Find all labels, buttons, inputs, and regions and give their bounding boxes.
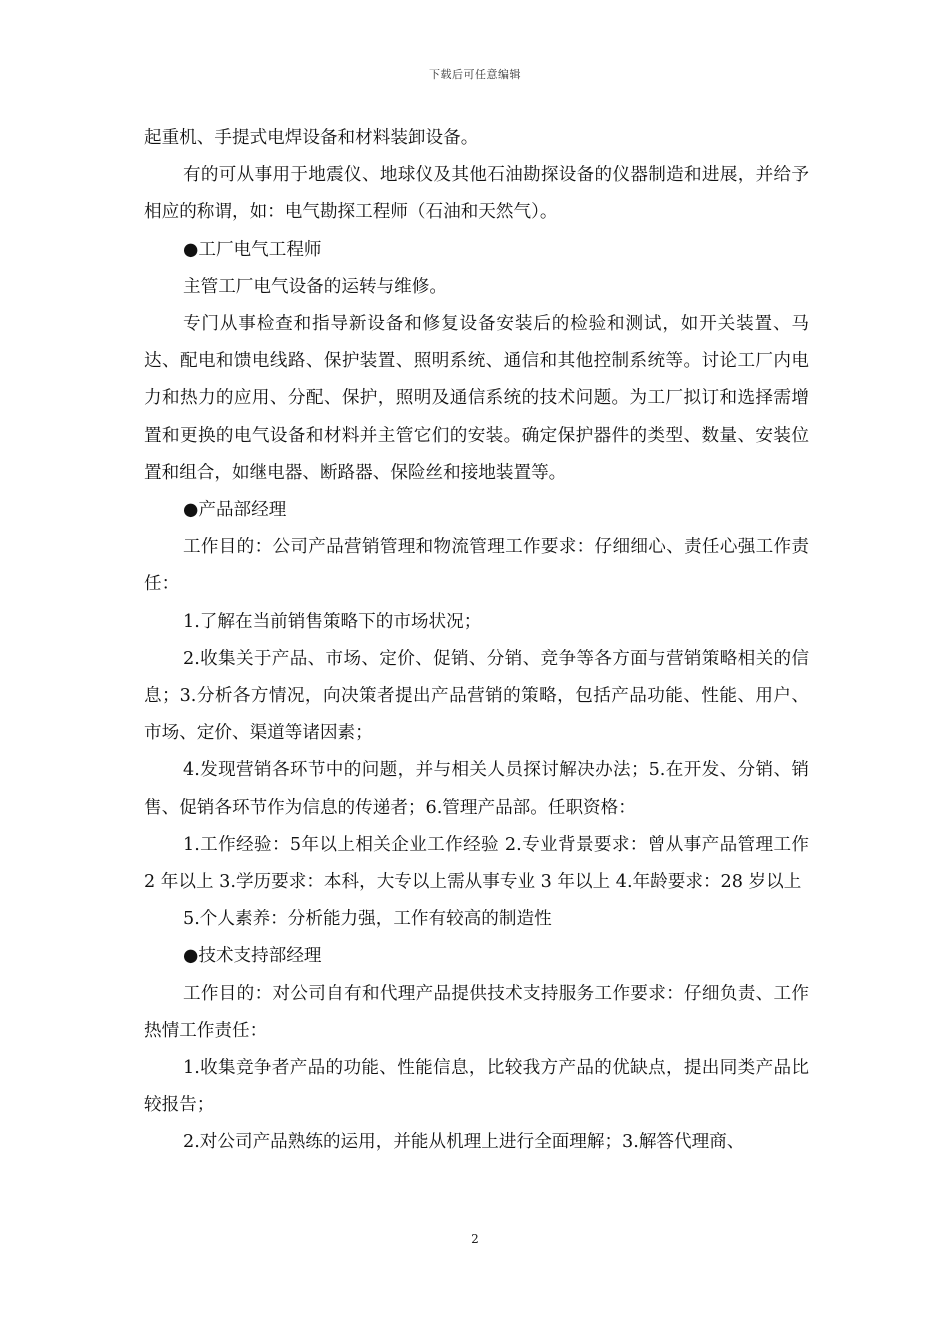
paragraph: 主管工厂电气设备的运转与维修。	[183, 276, 447, 297]
list-item: 1.工作经验：5年以上相关企业工作经验 2.专业背景要求：曾从事产品管理工作 2 年以上 3.学历要求：本科，大专以上需从事专业 3 年以上 4.年龄要求：28 岁以上	[144, 834, 809, 893]
page-header: 下载后可任意编辑	[429, 68, 521, 81]
page-number: 2	[471, 1232, 479, 1246]
section-heading: ●技术支持部经理	[183, 946, 322, 967]
paragraph: 起重机、手提式电焊设备和材料装卸设备。	[144, 128, 479, 148]
section-heading: ●产品部经理	[183, 500, 287, 521]
paragraph: 工作目的：公司产品营销管理和物流管理工作要求：仔细细心、责任心强工作责任：	[144, 537, 809, 595]
list-item: 4.发现营销各环节中的问题，并与相关人员探讨解决办法；5.在开发、分销、销售、促销各环节作为信息的传递者；6.管理产品部。任职资格：	[144, 760, 809, 818]
paragraph: 专门从事检查和指导新设备和修复设备安装后的检验和测试，如开关装置、马达、配电和馈电线路、保护装置、照明系统、通信和其他控制系统等。讨论工厂内电力和热力的应用、分配、保护，照明及通信系统的技术问题。为工厂拟订和选择需增置和更换的电气设备和材料并主管它们的安装。确定保护器件的类型、数量、安装位置和组合，如继电器、断路器、保险丝和接地装置等。	[144, 314, 809, 483]
paragraph: 有的可从事用于地震仪、地球仪及其他石油勘探设备的仪器制造和进展，并给予相应的称谓，如：电气勘探工程师（石油和天然气）。	[144, 165, 809, 223]
section-heading: ●工厂电气工程师	[183, 239, 322, 260]
document-body	[144, 120, 809, 1162]
paragraph: 工作目的：对公司自有和代理产品提供技术支持服务工作要求：仔细负责、工作热情工作责任：	[144, 983, 809, 1041]
list-item: 5.个人素养：分析能力强，工作有较高的制造性	[183, 909, 552, 930]
list-item: 1.收集竞争者产品的功能、性能信息，比较我方产品的优缺点，提出同类产品比较报告；	[144, 1058, 809, 1116]
list-item: 2.对公司产品熟练的运用，并能从机理上进行全面理解；3.解答代理商、	[183, 1132, 745, 1153]
list-item: 1.了解在当前销售策略下的市场状况；	[183, 611, 482, 632]
list-item: 2.收集关于产品、市场、定价、促销、分销、竞争等各方面与营销策略相关的信息；3.分析各方情况，向决策者提出产品营销的策略，包括产品功能、性能、用户、市场、定价、渠道等诸因素；	[144, 648, 809, 744]
